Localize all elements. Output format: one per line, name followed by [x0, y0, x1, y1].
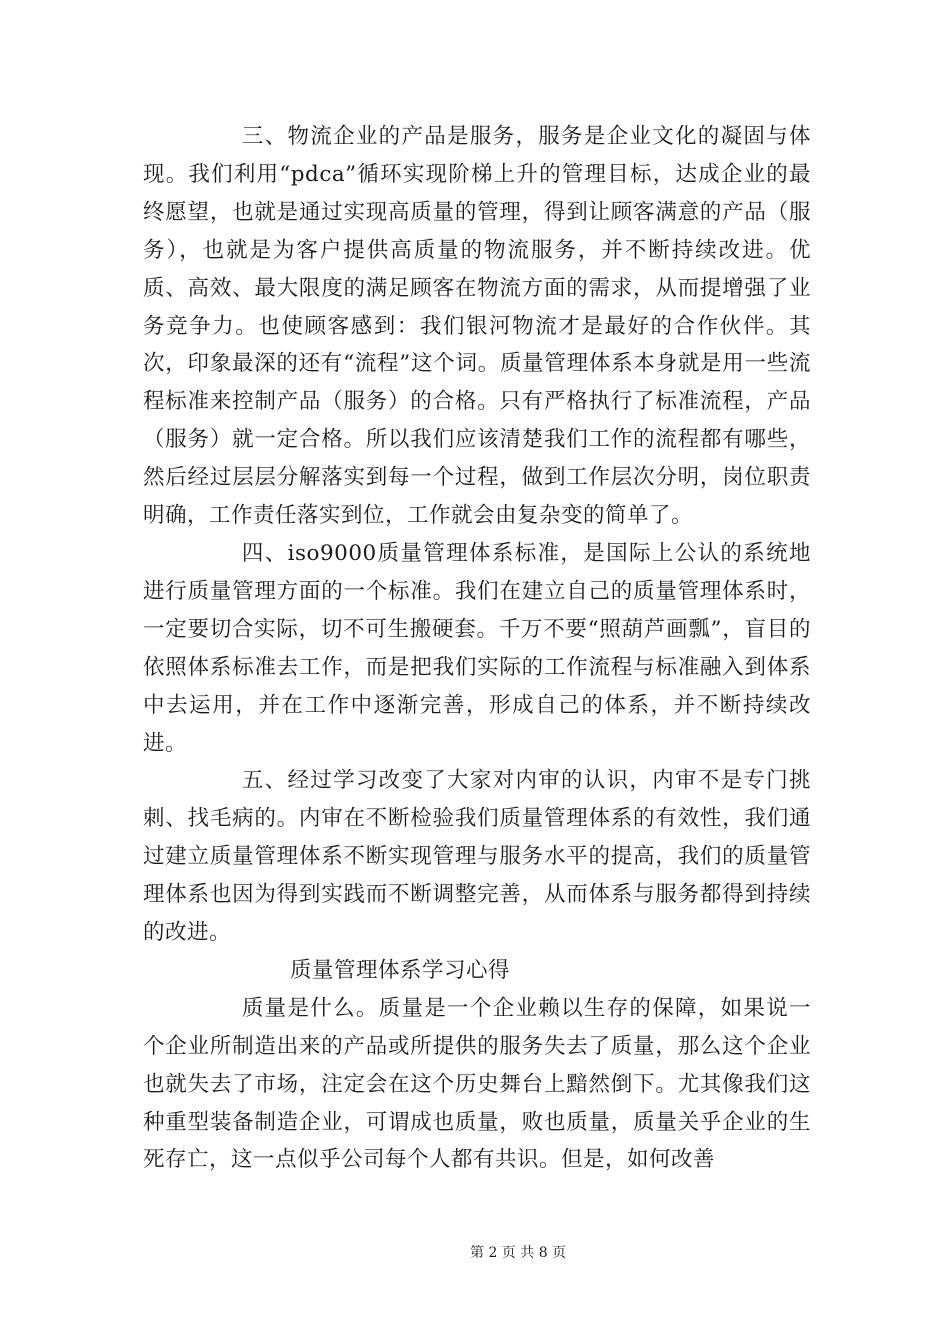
paragraph-4: 四、iso9000质量管理体系标准，是国际上公认的系统地进行质量管理方面的一个标准。我们在建立自己的质量管理体系时，一定要切合实际，切不可生搬硬套。千万不要“照葫芦画瓢”，盲目的依照体系标准去工作，而是把我们实际的工作流程与标准融入到体系中去运用，并在工作中逐渐完善，形成自己的体系，并不断持续改进。 [143, 540, 811, 756]
paragraph-5: 五、经过学习改变了大家对内审的认识，内审不是专门挑刺、找毛病的。内审在不断检验我们质量管理体系的有效性，我们通过建立质量管理体系不断实现管理与服务水平的提高，我们的质量管理体系也因为得到实践而不断调整完善，从而体系与服务都得到持续的改进。 [143, 768, 811, 946]
paragraph-3: 三、物流企业的产品是服务，服务是企业文化的凝固与体现。我们利用“pdca”循环实现阶梯上升的管理目标，达成企业的最终愿望，也就是通过实现高质量的管理，得到让顾客满意的产品（服务），也就是为客户提供高质量的物流服务，并不断持续改进。优质、高效、最大限度的满足顾客在物流方面的需求，从而提增强了业务竞争力。也使顾客感到：我们银河物流才是最好的合作伙伴。其次，印象最深的还有“流程”这个词。质量管理体系本身就是用一些流程标准来控制产品（服务）的合格。只有严格执行了标准流程，产品（服务）就一定合格。所以我们应该清楚我们工作的流程都有哪些，然后经过层层分解落实到每一个过程，做到工作层次分明，岗位职责明确，工作责任落实到位，工作就会由复杂变的简单了。 [143, 124, 811, 529]
section-title: 质量管理体系学习心得 [290, 957, 511, 983]
paragraph-quality: 质量是什么。质量是一个企业赖以生存的保障，如果说一个企业所制造出来的产品或所提供的服务失去了质量，那么这个企业也就失去了市场，注定会在这个历史舞台上黯然倒下。尤其像我们这种重型装备制造企业，可谓成也质量，败也质量，质量关乎企业的生死存亡，这一点似乎公司每个人都有共识。但是，如何改善 [143, 995, 811, 1173]
document-body [143, 118, 811, 1179]
page-number-footer: 第 2 页 共 8 页 [470, 1245, 567, 1261]
